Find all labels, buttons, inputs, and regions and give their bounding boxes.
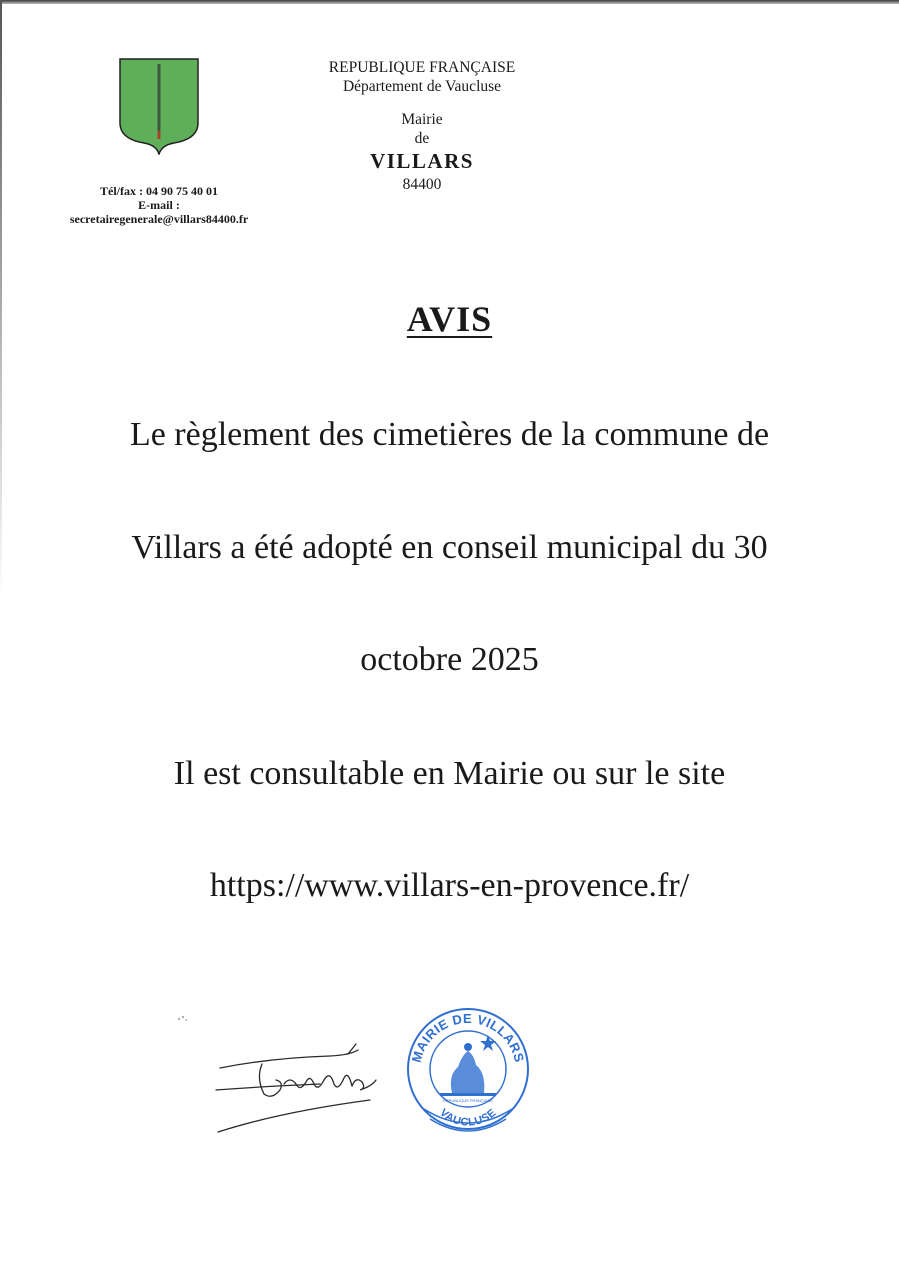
stamp-inner-text: REPUBLIQUE FRANÇAISE xyxy=(443,1098,493,1103)
website-url: https://www.villars-en-provence.fr/ xyxy=(209,867,690,904)
department-name: Département de Vaucluse xyxy=(342,78,502,95)
notice-title xyxy=(0,298,899,340)
official-stamp-icon xyxy=(402,1005,534,1135)
notice-line-4: Il est consultable en Mairie ou sur le site xyxy=(173,755,726,792)
postcode: 84400 xyxy=(402,176,442,193)
republic-name: REPUBLIQUE FRANÇAISE xyxy=(328,59,516,76)
signature-icon xyxy=(210,1040,390,1135)
scan-edge-top xyxy=(0,0,899,4)
email-label: E-mail : xyxy=(138,198,180,212)
coat-of-arms-icon xyxy=(118,57,200,155)
notice-title-text: AVIS xyxy=(406,299,493,339)
scan-speck xyxy=(176,1014,190,1022)
mairie-label: Mairie xyxy=(401,111,443,128)
email-address: secretairegenerale@villars84400.fr xyxy=(69,212,249,226)
contact-block xyxy=(40,184,278,226)
notice-line-3: octobre 2025 xyxy=(360,641,539,678)
letterhead xyxy=(272,58,572,194)
phone-fax: Tél/fax : 04 90 75 40 01 xyxy=(100,184,218,198)
notice-line-2: Villars a été adopté en conseil municipal du 30 xyxy=(131,529,768,566)
stamp-bottom-text: VAUCLUSE xyxy=(437,1106,499,1129)
town-name: VILLARS xyxy=(370,149,474,173)
notice-line-1: Le règlement des cimetières de la commune de xyxy=(129,416,770,453)
stamp-top-text: MAIRIE DE VILLARS xyxy=(408,1010,528,1065)
de-label: de xyxy=(414,130,430,147)
